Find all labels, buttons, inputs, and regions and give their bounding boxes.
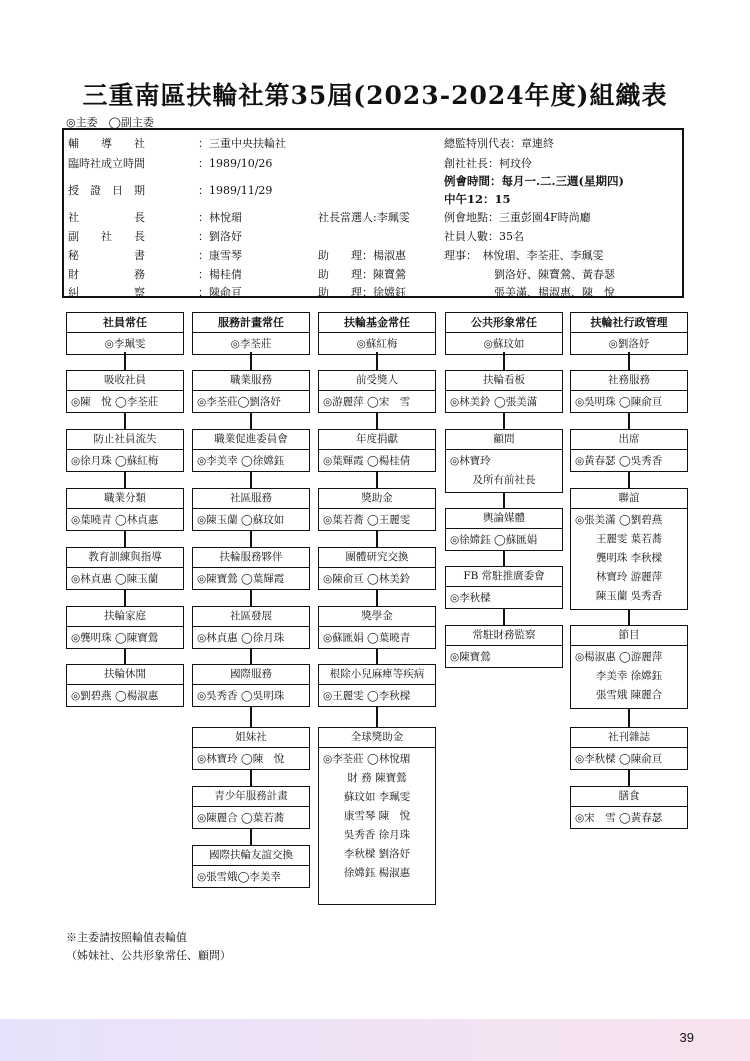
subcommittee-box xyxy=(445,370,563,413)
subcommittee-name: 年度捐獻 xyxy=(319,430,435,450)
info-label: 授 證 日 期 xyxy=(68,184,145,197)
subcommittee-box xyxy=(570,488,688,610)
committee-name: 扶輪基金常任 xyxy=(319,313,435,333)
info-value: 社員人數：35名 xyxy=(444,230,524,243)
committee-chair: ◎李珮雯 xyxy=(104,338,146,350)
subcommittee-box xyxy=(66,664,184,707)
page-number: 39 xyxy=(679,1030,694,1045)
member-names: 陳玉蘭 吳秀香 xyxy=(595,590,663,602)
member-names: ◎張美滿 ◯劉碧燕 xyxy=(575,514,663,526)
connector-line xyxy=(250,352,252,845)
subcommittee-name: 出席 xyxy=(571,430,687,450)
subcommittee-name: 聯誼 xyxy=(571,489,687,509)
subcommittee-name: 顧問 xyxy=(446,430,562,450)
subcommittee-name: 國際扶輪友誼交換 xyxy=(193,846,309,866)
info-value: 張美滿、楊淑惠、陳 悅 xyxy=(494,286,615,299)
member-names: ◎林寶玲 xyxy=(450,455,491,467)
subcommittee-box xyxy=(570,786,688,829)
member-names: ◎張雪娥◯李美幸 xyxy=(197,871,281,883)
member-names: 李美幸 徐嫦鈺 xyxy=(595,670,663,682)
member-names: ◎葉若蕎 ◯王麗雯 xyxy=(323,514,411,526)
subcommittee-box xyxy=(445,566,563,609)
subcommittee-name: 獎學金 xyxy=(319,607,435,627)
subcommittee-box xyxy=(570,625,688,709)
subcommittee-name: 常駐財務監察 xyxy=(446,626,562,646)
member-names: 財 務 陳寶鶯 xyxy=(347,772,407,784)
member-names: ◎陳麗合 ◯葉若蕎 xyxy=(197,812,285,824)
committee-chair: ◎蘇紅梅 xyxy=(356,338,398,350)
member-names: ◎宋 雪 ◯黃春瑟 xyxy=(575,812,663,824)
info-value: ：林悅瑂 xyxy=(198,211,242,224)
member-names: ◎陳寶鶯 ◯葉輝霞 xyxy=(197,573,285,585)
legend: ◎主委 ◯副主委 xyxy=(66,116,154,129)
member-names: ◎林寶玲 ◯陳 悅 xyxy=(197,753,285,765)
member-names: ◎王麗雯 ◯李秋樑 xyxy=(323,690,411,702)
subcommittee-name: 社刊雜誌 xyxy=(571,728,687,748)
subcommittee-box xyxy=(445,508,563,551)
subcommittee-name: 扶輪休閒 xyxy=(67,665,183,685)
subcommittee-name: 職業促進委員會 xyxy=(193,430,309,450)
subcommittee-name: 國際服務 xyxy=(193,665,309,685)
info-value: 助 理：徐嫦鈺 xyxy=(318,286,406,299)
member-names: ◎陳俞亘 ◯林美鈴 xyxy=(323,573,411,585)
member-names: 張雪娥 陳麗合 xyxy=(595,689,663,701)
info-value: 總監特別代表：章連終 xyxy=(444,137,554,150)
meeting-time: 例會時間：每月一.二.三週(星期四) xyxy=(444,174,624,188)
subcommittee-name: 全球獎助金 xyxy=(319,728,435,748)
member-names: ◎游麗萍 ◯宋 雪 xyxy=(323,396,411,408)
info-value: 例會地點：三重彭園4F時尚廳 xyxy=(444,211,591,224)
subcommittee-name: 節目 xyxy=(571,626,687,646)
member-names: ◎陳寶鶯 xyxy=(450,651,491,663)
member-names: ◎黃春瑟 ◯吳秀香 xyxy=(575,455,663,467)
member-names: ◎龔明珠 ◯陳寶鶯 xyxy=(71,632,159,644)
subcommittee-box xyxy=(445,625,563,668)
subcommittee-name: 輿論媒體 xyxy=(446,509,562,529)
committee-name: 公共形象常任 xyxy=(446,313,562,333)
member-names: 徐嫦鈺 楊淑惠 xyxy=(343,867,411,879)
member-names: 龔明珠 李秋樑 xyxy=(595,552,663,564)
subcommittee-box xyxy=(570,727,688,770)
member-names: ◎李荃莊◯劉洛妤 xyxy=(197,396,281,408)
info-label: 財 務 xyxy=(68,268,145,281)
committee-box xyxy=(66,312,184,355)
info-label: 輔 導 社 xyxy=(68,137,145,150)
subcommittee-name: 膳食 xyxy=(571,787,687,807)
subcommittee-box xyxy=(192,727,310,770)
subcommittee-box xyxy=(318,488,436,531)
subcommittee-box xyxy=(192,547,310,590)
committee-chair: ◎蘇玟如 xyxy=(483,338,525,350)
info-label: 副 社 長 xyxy=(68,230,145,243)
member-names: ◎陳玉蘭 ◯蘇玟如 xyxy=(197,514,285,526)
member-names: ◎李秋樑 ◯陳俞亘 xyxy=(575,753,663,765)
subcommittee-name: 青少年服務計畫 xyxy=(193,787,309,807)
subcommittee-name: 社務服務 xyxy=(571,371,687,391)
info-value: 創社社長：柯玟伶 xyxy=(444,157,532,170)
member-names: ◎林美鈴 ◯張美滿 xyxy=(450,396,538,408)
committee-name: 社員常任 xyxy=(67,313,183,333)
member-names: 李秋樑 劉洛妤 xyxy=(343,848,411,860)
committee-box xyxy=(318,312,436,355)
member-names: 林寶玲 游麗萍 xyxy=(595,571,663,583)
subcommittee-name: 姐妹社 xyxy=(193,728,309,748)
member-names: ◎葉曉青 ◯林貞惠 xyxy=(71,514,159,526)
subcommittee-box xyxy=(192,845,310,888)
member-names: 吳秀香 徐月珠 xyxy=(343,829,411,841)
subcommittee-name: 前受獎人 xyxy=(319,371,435,391)
club-info-table xyxy=(62,128,684,298)
page-title: 三重南區扶輪社第35屆(2023-2024年度)組織表 xyxy=(82,81,668,110)
member-names: 康雪琴 陳 悅 xyxy=(343,810,411,822)
member-names: ◎蘇匯娟 ◯葉曉青 xyxy=(323,632,411,644)
subcommittee-box xyxy=(66,606,184,649)
member-names: ◎林貞惠 ◯徐月珠 xyxy=(197,632,285,644)
subcommittee-box xyxy=(192,786,310,829)
meeting-time: 中午12：15 xyxy=(444,192,511,206)
member-names: 蘇玟如 李珮雯 xyxy=(343,791,411,803)
subcommittee-name: 社區服務 xyxy=(193,489,309,509)
subcommittee-name: 防止社員流失 xyxy=(67,430,183,450)
subcommittee-box xyxy=(66,488,184,531)
subcommittee-box xyxy=(570,429,688,472)
info-value: 助 理：陳寶鶯 xyxy=(318,268,406,281)
member-names: ◎楊淑惠 ◯游麗萍 xyxy=(575,651,663,663)
info-value: 劉洛妤、陳寶鶯、黃春瑟 xyxy=(494,268,615,281)
info-label: 臨時社成立時間 xyxy=(68,157,145,170)
subcommittee-box xyxy=(192,664,310,707)
info-value: 社長當選人:李珮雯 xyxy=(318,211,410,224)
subcommittee-box xyxy=(192,370,310,413)
subcommittee-box xyxy=(318,370,436,413)
info-label: 社 長 xyxy=(68,211,145,224)
member-names: 王麗雯 葉若蕎 xyxy=(595,533,663,545)
member-names: ◎徐嫦鈺 ◯蘇匯娟 xyxy=(450,534,538,546)
subcommittee-box xyxy=(318,664,436,707)
info-value: ：三重中央扶輪社 xyxy=(198,137,286,150)
subcommittee-box xyxy=(66,429,184,472)
member-names: ◎吳明珠 ◯陳俞亘 xyxy=(575,396,663,408)
subcommittee-box xyxy=(318,606,436,649)
subcommittee-name: 根除小兒麻痺等疾病 xyxy=(319,665,435,685)
info-value: ：陳俞亘 xyxy=(198,286,242,299)
subcommittee-box xyxy=(66,547,184,590)
member-names: ◎吳秀香 ◯吳明珠 xyxy=(197,690,285,702)
subcommittee-name: 扶輪看板 xyxy=(446,371,562,391)
subcommittee-box xyxy=(445,429,563,493)
subcommittee-box xyxy=(192,488,310,531)
info-value: 助 理：楊淑惠 xyxy=(318,249,406,262)
subcommittee-name: 社區發展 xyxy=(193,607,309,627)
subcommittee-name: 職業服務 xyxy=(193,371,309,391)
member-names: ◎劉碧燕 ◯楊淑惠 xyxy=(71,690,159,702)
subcommittee-name: 扶輪家庭 xyxy=(67,607,183,627)
member-names: ◎葉輝霞 ◯楊桂倩 xyxy=(323,455,411,467)
subcommittee-name: 教育訓練與指導 xyxy=(67,548,183,568)
subcommittee-name: 吸收社員 xyxy=(67,371,183,391)
member-names: ◎陳 悅 ◯李荃莊 xyxy=(71,396,159,408)
subcommittee-box xyxy=(570,370,688,413)
footnote: ※主委請按照輪值表輪值 xyxy=(66,931,187,944)
subcommittee-box xyxy=(66,370,184,413)
subcommittee-box xyxy=(192,429,310,472)
subcommittee-name: 獎助金 xyxy=(319,489,435,509)
info-value: ：1989/11/29 xyxy=(198,184,273,197)
info-label: 糾 察 xyxy=(68,286,145,299)
info-value: ：劉洛妤 xyxy=(198,230,242,243)
info-value: ：康雪琴 xyxy=(198,249,242,262)
subcommittee-box xyxy=(318,727,436,905)
committee-box xyxy=(570,312,688,355)
subcommittee-name: 團體研究交換 xyxy=(319,548,435,568)
info-label: 秘 書 xyxy=(68,249,145,262)
subcommittee-box xyxy=(192,606,310,649)
member-names: ◎李美幸 ◯徐嫦鈺 xyxy=(197,455,285,467)
info-value: ：楊桂倩 xyxy=(198,268,242,281)
subcommittee-box xyxy=(318,547,436,590)
info-value: ：1989/10/26 xyxy=(198,157,273,170)
committee-name: 服務計畫常任 xyxy=(193,313,309,333)
member-names: ◎李荃莊 ◯林悅瑂 xyxy=(323,753,411,765)
page-footer-bar xyxy=(0,1019,750,1061)
subcommittee-name: FB 常駐推廣委會 xyxy=(446,567,562,587)
member-names: ◎徐月珠 ◯蘇紅梅 xyxy=(71,455,159,467)
subcommittee-name: 職業分類 xyxy=(67,489,183,509)
committee-chair: ◎李荃莊 xyxy=(230,338,272,350)
subcommittee-name: 扶輪服務夥伴 xyxy=(193,548,309,568)
member-names: ◎林貞惠 ◯陳玉蘭 xyxy=(71,573,159,585)
info-value: 理事： 林悅瑂、李荃莊、李珮雯 xyxy=(444,249,604,262)
member-names: 及所有前社長 xyxy=(472,474,536,486)
committee-name: 扶輪社行政管理 xyxy=(571,313,687,333)
footnote: （姊妹社、公共形象常任、顧問） xyxy=(66,949,231,962)
subcommittee-box xyxy=(318,429,436,472)
committee-box xyxy=(445,312,563,355)
member-names: ◎李秋樑 xyxy=(450,592,491,604)
committee-chair: ◎劉洛妤 xyxy=(608,338,650,350)
committee-box xyxy=(192,312,310,355)
